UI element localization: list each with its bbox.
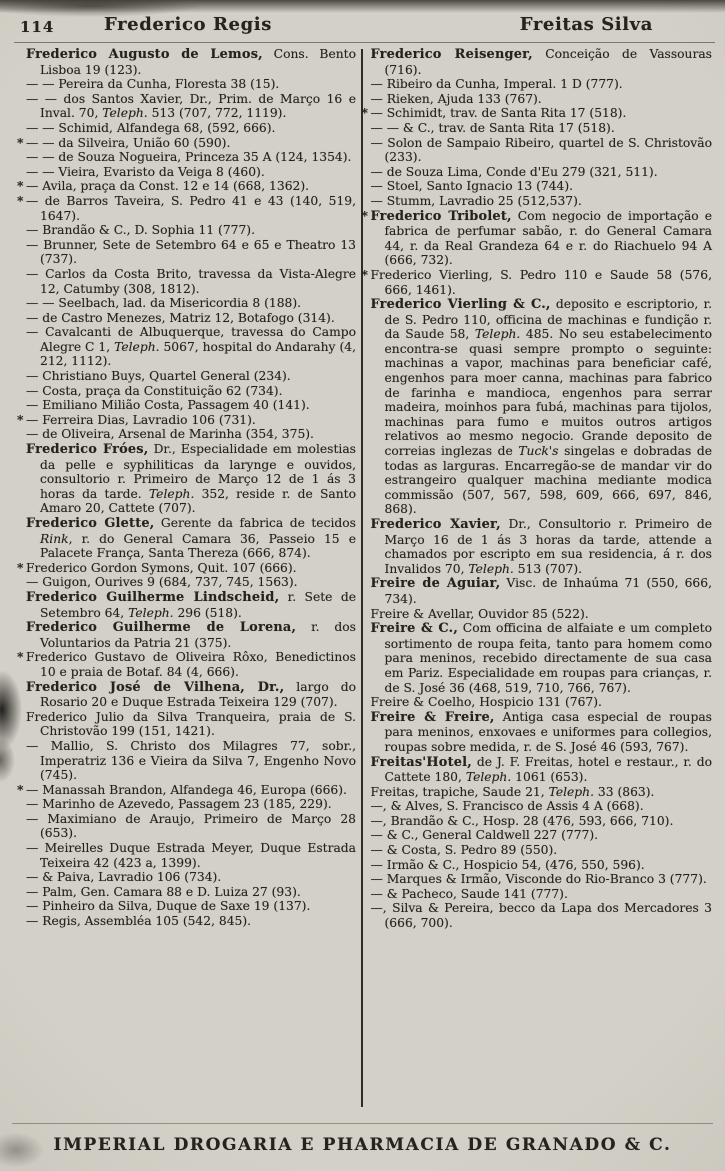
entry-name: Frederico Guilherme de Lorena, [26, 620, 297, 636]
directory-entry [371, 121, 713, 136]
directory-entry [371, 165, 713, 180]
column-right [361, 47, 713, 1109]
entry-text: Frederico Julio da Silva Tranqueira, praia de S. Christovão 199 (151, 1421). [26, 709, 356, 739]
directory-entry [26, 384, 356, 399]
entry-text: — & Costa, S. Pedro 89 (550). [370, 843, 558, 858]
entry-text: Com negocio de importação e fabrica de perfumar sabão, r. do General Camara 44, r. da Real Grandeza 64 e r. do Riachuelo 94 A (666, 732). [384, 208, 712, 268]
entry-name: Freitas'Hotel, [370, 754, 472, 770]
entry-text: — de Oliveira, Arsenal de Marinha (354, 375). [26, 427, 314, 442]
directory-entry [26, 165, 356, 180]
directory-entry [26, 223, 356, 238]
directory-columns [17, 47, 712, 1109]
entry-text: Freitas, trapiche, Saude 21, Teleph. 33 (863). [370, 784, 655, 799]
directory-entry [26, 238, 356, 267]
entry-text: Com officina de alfaiate e um completo sortimento de roupa feita, tanto para homem como para meninos, recebido directamente de sua casa em Pariz. Especialidade em roupas para crianças, r. de S. José 36 (468, 519, 710, 766, 767). [384, 621, 712, 695]
entry-text: — Rieken, Ajuda 133 (767). [370, 91, 542, 106]
entry-text: — Meirelles Duque Estrada Meyer, Duque Estrada Teixeira 42 (423 a, 1399). [26, 841, 356, 870]
directory-entry [17, 411, 356, 428]
directory-entry [26, 885, 356, 900]
directory-entry [371, 47, 713, 77]
directory-entry [361, 207, 713, 268]
directory-entry [26, 899, 356, 914]
directory-entry [371, 710, 713, 755]
directory-entry [371, 576, 713, 606]
star-marker: * [361, 105, 368, 121]
entry-text: — Stoel, Santo Ignacio 13 (744). [370, 179, 574, 194]
entry-text: de J. F. Freitas, hotel e restaur., r. do Cattete 180, Teleph. 1061 (653). [384, 754, 712, 785]
directory-entry [361, 105, 713, 121]
entry-text: Visc. de Inhaúma 71 (550, 666, 734). [384, 576, 712, 606]
directory-entry [371, 901, 713, 930]
entry-name: Frederico Vierling & C., [370, 297, 551, 313]
star-marker: * [17, 192, 24, 208]
directory-entry [371, 785, 713, 800]
entry-text: — & Paiva, Lavradio 106 (734). [26, 870, 222, 885]
directory-entry [26, 427, 356, 442]
entry-text: r. Sete de Setembro 64, Teleph. 296 (518). [40, 589, 357, 620]
entry-text: Cons. Bento Lisboa 19 (123). [40, 47, 356, 77]
entry-text: largo do Rosario 20 e Duque Estrada Teixeira 129 (707). [40, 679, 356, 710]
star-marker: * [17, 781, 24, 797]
entry-name: Frederico Xavier, [370, 517, 501, 532]
directory-entry [371, 755, 713, 785]
entry-text: — — Schimid, Alfandega 68, (592, 666). [26, 120, 276, 135]
directory-entry [361, 266, 713, 297]
directory-entry [26, 575, 356, 590]
entry-text: — Ferreira Dias, Lavradio 106 (731). [26, 412, 256, 427]
directory-entry [26, 311, 356, 326]
entry-text: Gerente da fabrica de tecidos Rink, r. do General Camara 36, Passeio 15 e Palacete França, Santa Thereza (666, 874). [40, 516, 356, 561]
directory-entry [371, 607, 713, 622]
directory-entry [26, 680, 356, 710]
entry-text: — Mallio, S. Christo dos Milagres 77, sobr., Imperatriz 136 e Vieira da Silva 7, Engenho Novo (745). [26, 738, 356, 783]
entry-text: — Christiano Buys, Quartel General (234). [26, 369, 291, 384]
entry-text: —, & Alves, S. Francisco de Assis 4 A (668). [370, 799, 644, 814]
directory-entry [26, 812, 356, 841]
directory-entry [17, 781, 356, 798]
directory-entry [371, 843, 713, 858]
directory-entry [26, 914, 356, 929]
directory-entry [26, 710, 356, 739]
entry-text: — & Pacheco, Saude 141 (777). [370, 886, 568, 901]
directory-entry [26, 398, 356, 413]
entry-text: Antiga casa especial de roupas para meninos, enxovaes e uniformes para collegios, roupas sobre medida, r. de S. José 46 (593, 767). [384, 709, 712, 754]
entry-name: Freire & Freire, [370, 709, 495, 725]
entry-text: — — dos Santos Xavier, Dr., Prim. de Março 16 e Inval. 70, Teleph. 513 (707, 772, 1119). [26, 91, 356, 121]
entry-text: — — de Souza Nogueira, Princeza 35 A (124, 1354). [26, 150, 352, 165]
entry-text: Frederico Gordon Symons, Quit. 107 (666). [26, 560, 297, 575]
directory-entry [26, 77, 356, 92]
directory-entry [26, 841, 356, 870]
directory-entry [26, 47, 356, 77]
entry-text: Dr., Consultorio r. Primeiro de Março 16 de 1 ás 3 horas da tarde, attende a chamados por escripto em sua residencia, á r. dos Invalidos 70, Teleph. 513 (707). [384, 517, 712, 576]
entry-text: Frederico Gustavo de Oliveira Rôxo, Benedictinos 10 e praia de Botaf. 84 (4, 666). [26, 650, 356, 679]
entry-text: — Ribeiro da Cunha, Imperal. 1 D (777). [370, 77, 623, 92]
entry-text: — & C., General Caldwell 227 (777). [370, 828, 599, 843]
entry-text: — Irmão & C., Hospicio 54, (476, 550, 596). [370, 857, 645, 872]
entry-text: —, Silva & Pereira, becco da Lapa dos Mercadores 3 (666, 700). [370, 901, 712, 931]
directory-entry [371, 179, 713, 194]
entry-name: Frederico Tribolet, [370, 208, 512, 224]
directory-entry [26, 369, 356, 384]
directory-entry [26, 870, 356, 885]
entry-text: — Maximiano de Araujo, Primeiro de Março 28 (653). [26, 811, 356, 841]
running-head [0, 14, 725, 42]
directory-entry [371, 799, 713, 814]
star-marker: * [17, 178, 24, 194]
entry-text: — Palm, Gen. Camara 88 e D. Luiza 27 (93). [26, 884, 301, 899]
entry-text: — Schimidt, trav. de Santa Rita 17 (518). [370, 106, 627, 121]
entry-name: Frederico Augusto de Lemos, [26, 47, 263, 62]
directory-entry [17, 134, 356, 151]
star-marker: * [17, 134, 24, 150]
running-head-right: Freitas Silva [519, 14, 653, 35]
entry-text: — Manassah Brandon, Alfandega 46, Europa (666). [26, 782, 347, 797]
directory-entry [371, 92, 713, 107]
directory-entry [26, 797, 356, 812]
entry-text: Conceição de Vassouras (716). [384, 47, 712, 77]
column-left [17, 47, 357, 1109]
entry-text: Freire & Coelho, Hospicio 131 (767). [370, 695, 602, 710]
entry-text: r. dos Voluntarios da Patria 21 (375). [40, 620, 356, 650]
entry-name: Frederico Fróes, [26, 442, 149, 458]
directory-entry [26, 442, 356, 516]
star-marker: * [361, 207, 368, 223]
entry-name: Freire de Aguiar, [370, 576, 501, 592]
page-number: 114 [20, 18, 55, 36]
entry-text: — Solon de Sampaio Ribeiro, quartel de S. Christovão (233). [370, 135, 712, 165]
directory-entry [371, 828, 713, 843]
header-rule [14, 42, 715, 43]
directory-entry [17, 649, 356, 679]
directory-entry [26, 516, 356, 561]
directory-entry [26, 121, 356, 136]
directory-entry [371, 695, 713, 710]
entry-text: — Emiliano Milião Costa, Passagem 40 (141). [26, 398, 310, 413]
entry-name: Freire & C., [370, 621, 459, 637]
star-marker: * [17, 559, 24, 575]
directory-entry [371, 814, 713, 829]
directory-entry [371, 621, 713, 695]
star-marker: * [17, 649, 24, 665]
entry-text: — Carlos da Costa Brito, travessa da Vista-Alegre 12, Catumby (308, 1812). [26, 266, 356, 296]
directory-entry [26, 296, 356, 311]
entry-text: — — Vieira, Evaristo da Veiga 8 (460). [26, 164, 265, 179]
entry-text: — Guigon, Ourives 9 (684, 737, 745, 1563). [26, 575, 298, 590]
entry-text: — Pinheiro da Silva, Duque de Saxe 19 (137). [26, 899, 311, 914]
directory-entry [26, 620, 356, 650]
entry-text: Frederico Vierling, S. Pedro 110 e Saude 58 (576, 666, 1461). [370, 267, 712, 297]
footer-ad: IMPERIAL DROGARIA E PHARMACIA DE GRANADO & C. [12, 1123, 713, 1155]
entry-text: — — Pereira da Cunha, Floresta 38 (15). [26, 77, 280, 92]
directory-entry [371, 77, 713, 92]
entry-text: — Avila, praça da Const. 12 e 14 (668, 1362). [26, 179, 310, 194]
entry-name: Frederico José de Vilhena, Dr., [26, 679, 285, 695]
entry-text: — — Seelbach, lad. da Misericordia 8 (188). [26, 296, 302, 311]
star-marker: * [361, 266, 368, 282]
entry-text: — de Barros Taveira, S. Pedro 41 e 43 (140, 519, 1647). [26, 193, 356, 223]
directory-entry [371, 136, 713, 165]
entry-name: Frederico Glette, [26, 516, 155, 531]
directory-entry [371, 517, 713, 576]
entry-text: — Brandão & C., D. Sophia 11 (777). [26, 223, 255, 238]
entry-text: —, Brandão & C., Hosp. 28 (476, 593, 666, 710). [370, 813, 674, 828]
directory-entry [26, 590, 356, 620]
directory-entry [371, 872, 713, 887]
entry-name: Frederico Reisenger, [370, 47, 533, 62]
entry-text: — — da Silveira, União 60 (590). [26, 135, 231, 150]
entry-text: Freire & Avellar, Ouvidor 85 (522). [370, 606, 589, 621]
running-head-left: Frederico Regis [104, 14, 272, 35]
directory-entry [26, 267, 356, 296]
entry-text: — Stumm, Lavradio 25 (512,537). [370, 193, 582, 208]
directory-entry [371, 887, 713, 902]
directory-entry [17, 559, 356, 576]
entry-text: — de Castro Menezes, Matriz 12, Botafogo (314). [26, 310, 335, 325]
entry-text: — Regis, Assembléa 105 (542, 845). [26, 914, 252, 929]
entry-text: — Brunner, Sete de Setembro 64 e 65 e Theatro 13 (737). [26, 237, 356, 267]
directory-entry [371, 858, 713, 873]
entry-name: Frederico Guilherme Lindscheid, [26, 589, 280, 605]
directory-entry [26, 739, 356, 783]
directory-entry [26, 92, 356, 121]
entry-text: deposito e escriptorio, r. de S. Pedro 110, officina de machinas e fundição r. da Saude 58, Teleph. 485. No seu estabelecimento encontra-se quasi sempre prompto o seguinte: machinas a vapor, machinas para beneficiar café, engenhos para moer canna, machinas para fabrico de farinha e mandioca, engenhos para serrar madeira, moinhos para fubá, machinas para tijolos, machinas para fumo e muitos outros artigos relativos ao mesmo negocio. Grande deposito de correias inglezas de Tuck's singelas e dobradas de todas as larguras. Encarregão-se de mandar vir do estrangeiro qualquer machina mediante modica commissão (507, 567, 598, 609, 666, 697, 846, 868). [384, 297, 712, 517]
directory-entry [17, 178, 356, 194]
directory-entry [371, 297, 713, 517]
directory-entry [17, 192, 356, 223]
entry-text: — Cavalcanti de Albuquerque, travessa do Campo Alegre C 1, Teleph. 5067, hospital do Andarahy (4, 212, 1112). [26, 325, 356, 369]
directory-entry [26, 325, 356, 369]
entry-text: — Costa, praça da Constituição 62 (734). [26, 383, 283, 398]
entry-text: — de Souza Lima, Conde d'Eu 279 (321, 511). [370, 164, 658, 179]
entry-text: — Marinho de Azevedo, Passagem 23 (185, 229). [26, 797, 332, 812]
entry-text: — — & C., trav. de Santa Rita 17 (518). [370, 120, 615, 135]
star-marker: * [17, 411, 24, 427]
entry-text: Dr., Especialidade em molestias da pelle e syphiliticas da larynge e ouvidos, consultorio r. Primeiro de Março 12 de 1 ás 3 horas da tarde. Teleph. 352, reside r. de Santo Amaro 20, Cattete (707). [40, 442, 356, 516]
entry-text: — Marques & Irmão, Visconde do Rio-Branco 3 (777). [370, 872, 707, 887]
directory-entry [26, 150, 356, 165]
directory-entry [371, 194, 713, 209]
